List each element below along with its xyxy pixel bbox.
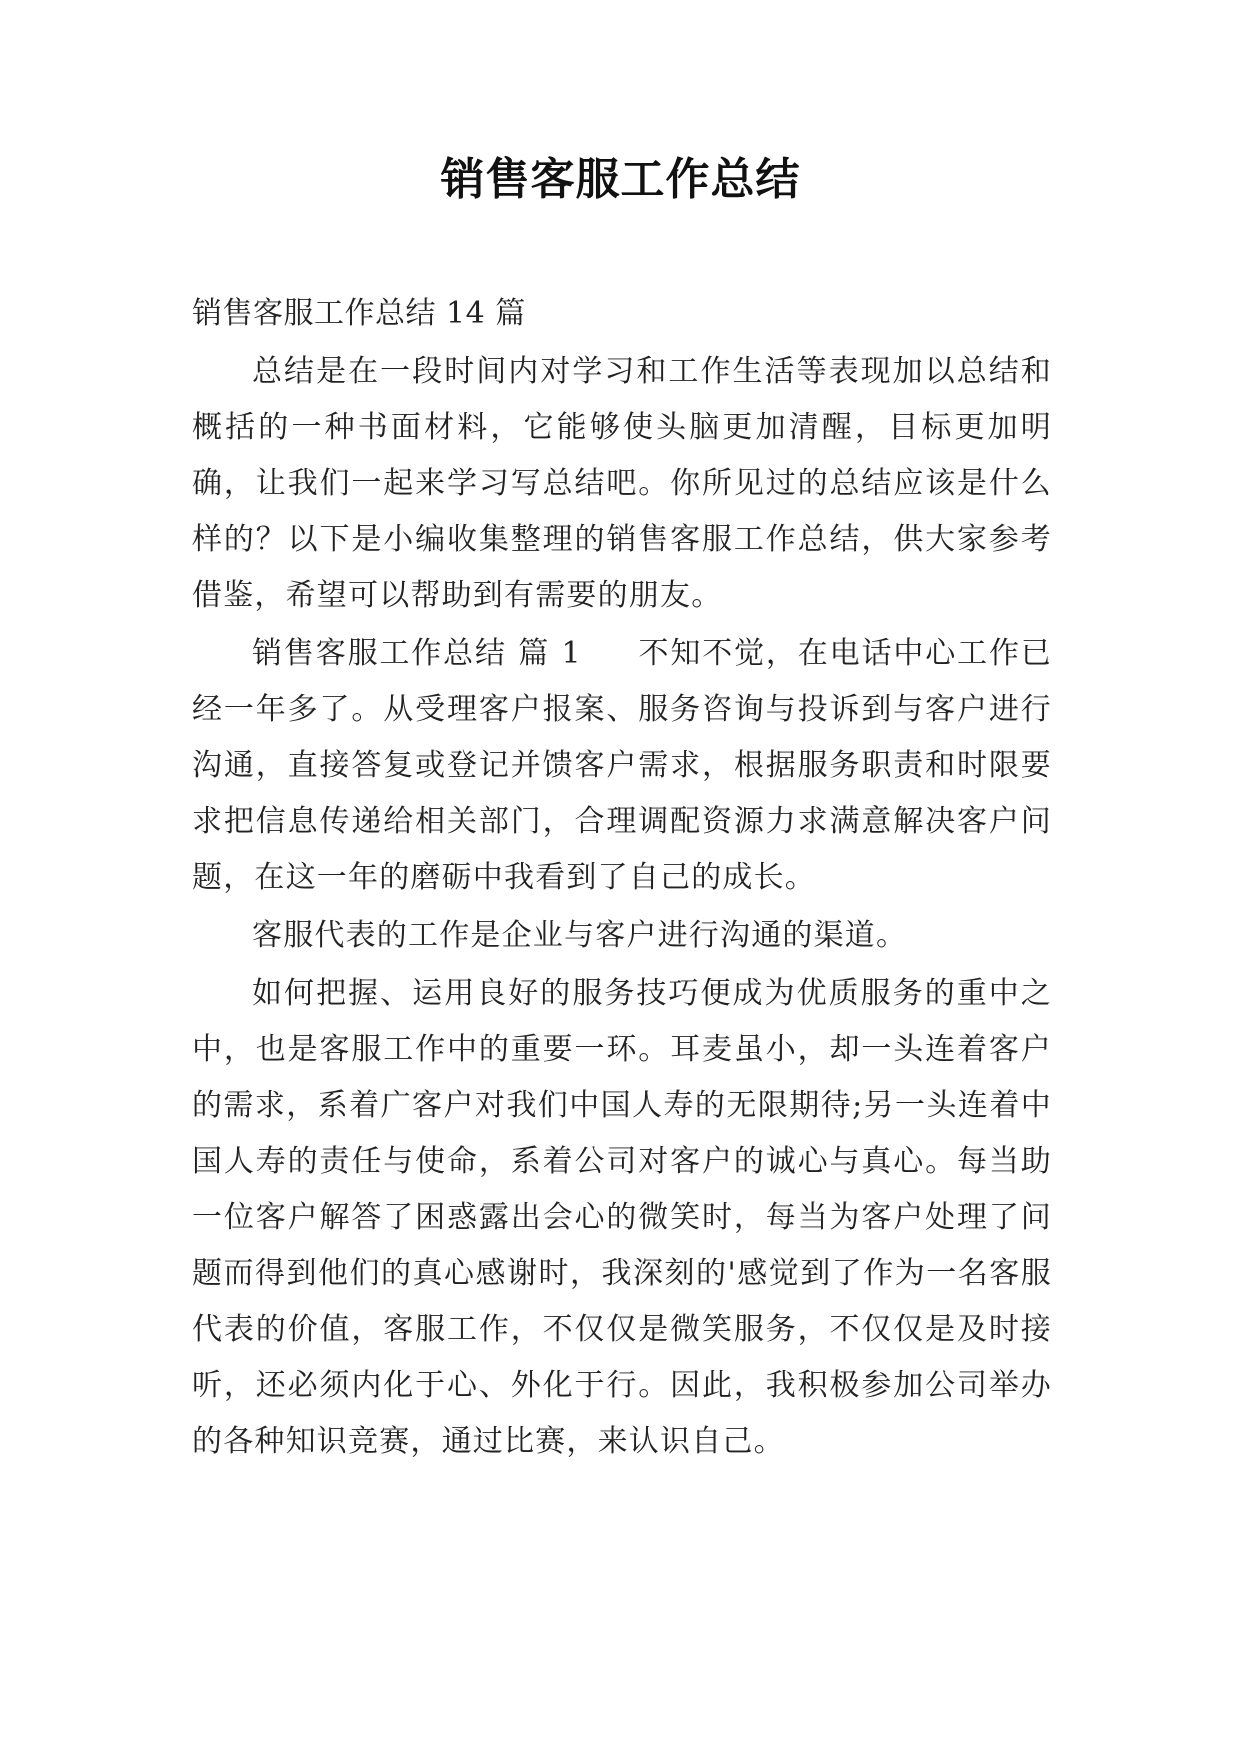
section-1-lead-text: 不知不觉，在电话中心工作已经一年多了。从受理客户报案、服务咨询与投诉到与客户进行沟通，直接答复或登记并馈客户需求，根据服务职责和时限要求把信息传递给相关部门，合理调配资源力求满意解决客户问题，在这一年的磨砺中我看到了自己的成长。 bbox=[192, 636, 1053, 895]
document-subtitle: 销售客服工作总结 14 篇 bbox=[192, 296, 526, 331]
document-title: 销售客服工作总结 bbox=[440, 154, 801, 205]
section-1-heading: 销售客服工作总结 篇 1 bbox=[252, 636, 582, 671]
intro-paragraph: 总结是在一段时间内对学习和工作生活等表现加以总结和概括的一种书面材料，它能够使头脑更加清醒，目标更加明确，让我们一起来学习写总结吧。你所见过的总结应该是什么样的？以下是小编收集整理的销售客服工作总结，供大家参考借鉴，希望可以帮助到有需要的朋友。 bbox=[192, 354, 1052, 613]
document-body bbox=[192, 286, 1052, 1470]
body-paragraph-3: 如何把握、运用良好的服务技巧便成为优质服务的重中之中，也是客服工作中的重要一环。耳麦虽小，却一头连着客户的需求，系着广客户对我们中国人寿的无限期待;另一头连着中国人寿的责任与使命，系着公司对客户的诚心与真心。每当助一位客户解答了困惑露出会心的微笑时，每当为客户处理了问题而得到他们的真心感谢时，我深刻的'感觉到了作为一名客服代表的价值，客服工作，不仅仅是微笑服务，不仅仅是及时接听，还必须内化于心、外化于行。因此，我积极参加公司举办的各种知识竞赛，通过比赛，来认识自己。 bbox=[192, 976, 1052, 1459]
body-paragraph-2: 客服代表的工作是企业与客户进行沟通的渠道。 bbox=[252, 918, 908, 953]
section-1-paragraph bbox=[192, 626, 1052, 906]
